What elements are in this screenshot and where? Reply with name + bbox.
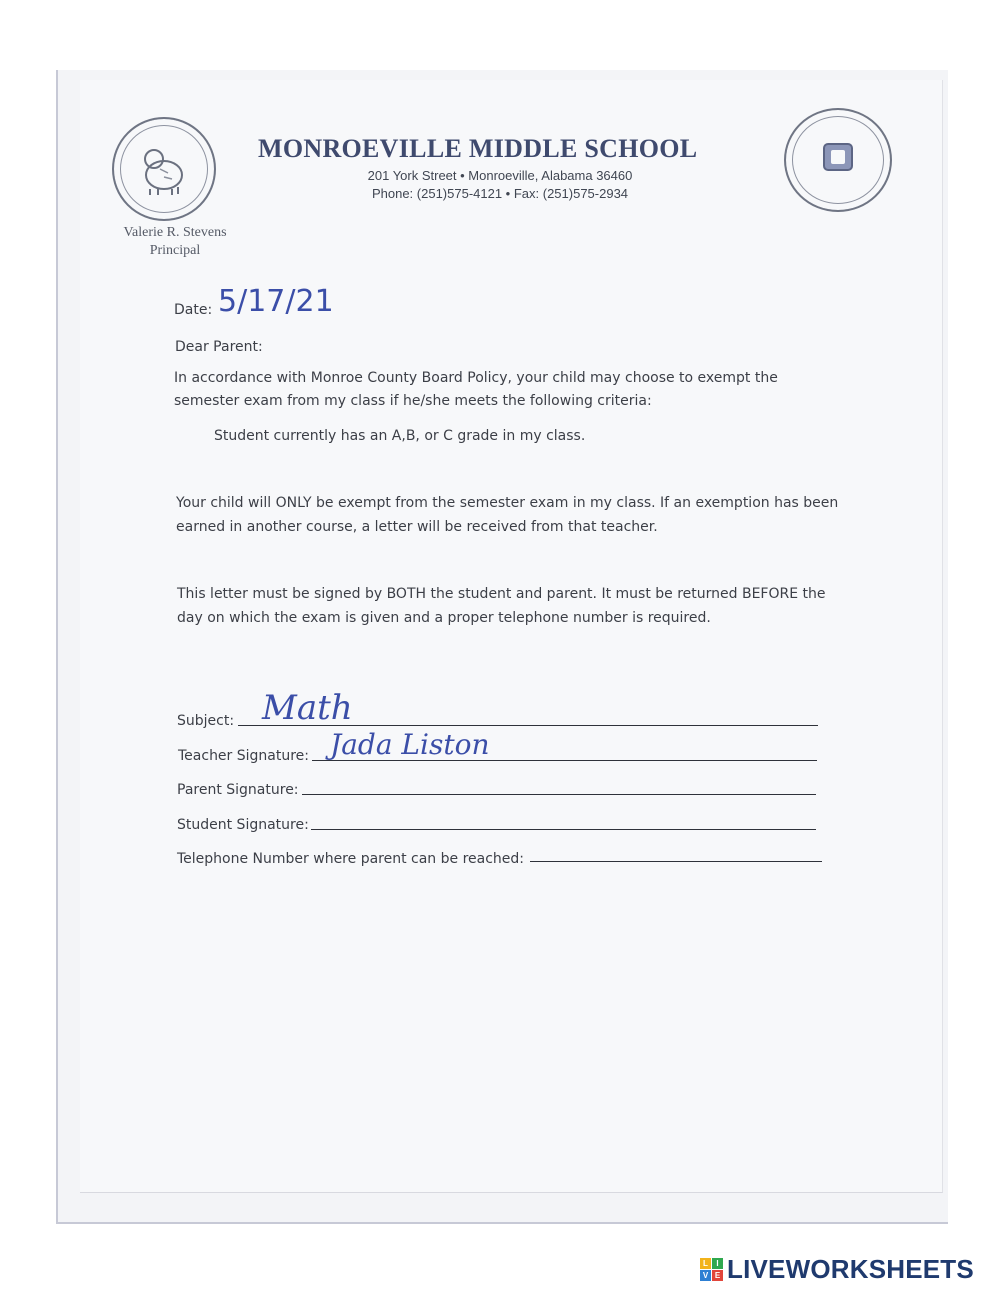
- principal-title: Principal: [149, 243, 201, 258]
- principal-name: Valerie R. Stevens: [123, 225, 227, 240]
- telephone-label: Telephone Number where parent can be reached:: [177, 851, 525, 867]
- liveworksheets-brand-text: LIVEWORKSHEETS: [727, 1253, 974, 1284]
- school-name: MONROEVILLE MIDDLE SCHOOL: [258, 134, 698, 163]
- county-emblem-icon: [786, 110, 890, 210]
- student-signature-line[interactable]: [311, 829, 816, 830]
- date-handwritten: 5/17/21: [218, 284, 334, 319]
- school-phone-fax: Phone: (251)575-4121 • Fax: (251)575-2934: [371, 186, 629, 201]
- date-label: Date:: [174, 302, 213, 318]
- teacher-signature-handwritten: Jada Liston: [330, 728, 490, 761]
- parent-signature-label: Parent Signature:: [177, 782, 299, 798]
- paragraph-1-line-2: semester exam from my class if he/she meets the following criteria:: [174, 393, 652, 409]
- salutation: Dear Parent:: [175, 339, 263, 355]
- school-address: 201 York Street • Monroeville, Alabama 36460: [367, 168, 633, 183]
- subject-handwritten: Math: [262, 688, 353, 728]
- paragraph-3-line-2: day on which the exam is given and a proper telephone number is required.: [177, 610, 711, 626]
- school-seal-left: [112, 117, 216, 221]
- liveworksheets-icon: L I V E: [700, 1258, 723, 1281]
- criteria-text: Student currently has an A,B, or C grade in my class.: [214, 428, 586, 444]
- student-signature-label: Student Signature:: [177, 817, 309, 833]
- paragraph-3-line-1: This letter must be signed by BOTH the student and parent. It must be returned BEFORE the: [177, 586, 826, 602]
- subject-label: Subject:: [177, 713, 235, 729]
- paragraph-2-line-2: earned in another course, a letter will be received from that teacher.: [176, 519, 658, 535]
- parent-signature-line[interactable]: [302, 794, 816, 795]
- paragraph-1-line-1: In accordance with Monroe County Board Policy, your child may choose to exempt the: [174, 370, 778, 386]
- tiger-mascot-icon: [114, 119, 214, 219]
- liveworksheets-logo: [700, 1254, 974, 1284]
- teacher-signature-label: Teacher Signature:: [178, 748, 310, 764]
- paragraph-2-line-1: Your child will ONLY be exempt from the semester exam in my class. If an exemption has been: [176, 495, 839, 511]
- telephone-line[interactable]: [530, 861, 822, 862]
- county-seal-right: [784, 108, 892, 212]
